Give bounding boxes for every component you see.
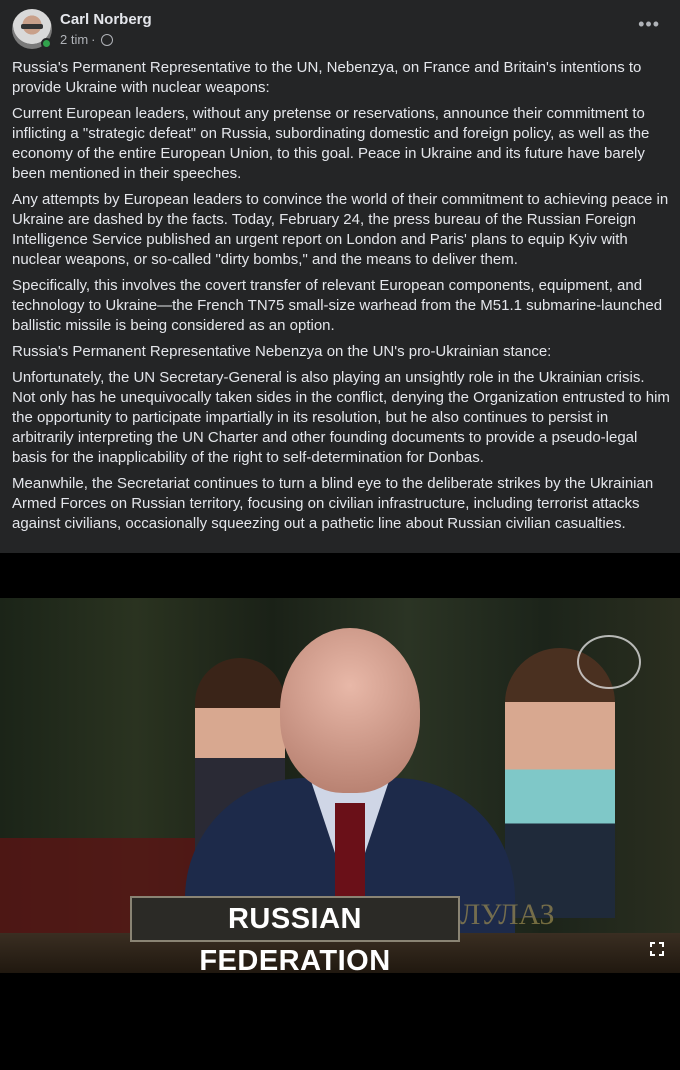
avatar-glasses: [21, 24, 43, 29]
paragraph: Specifically, this involves the covert transfer of relevant European components, equipment, and technology to Ukraine—the French TN75 small-size warhead from the M51.1 submarine-launched ballistic missile is being considered as an option.: [12, 277, 663, 334]
fullscreen-icon[interactable]: [650, 942, 664, 956]
paragraph: Meanwhile, the Secretariat continues to turn a blind eye to the deliberate strikes by the Ukrainian Armed Forces on Russian territory, focusing on civilian infrastructure, including terrorist attacks against civilians, occasionally squeezing out a pathetic line about Russian civilian casualties.: [12, 475, 654, 532]
globe-icon: [101, 34, 113, 46]
online-status-dot: [41, 38, 52, 49]
post-meta: [60, 32, 113, 47]
more-options-button[interactable]: •••: [638, 14, 660, 34]
watermark-text: ЛУЛАЗ: [460, 898, 555, 931]
post-text: [12, 58, 672, 540]
video-frame[interactable]: [0, 598, 680, 973]
speaker-head: [280, 628, 420, 793]
meta-separator: ·: [91, 32, 96, 47]
paragraph: Russia's Permanent Representative Nebenzya on the UN's pro-Ukrainian stance:: [12, 343, 552, 360]
author-name[interactable]: Carl Norberg: [60, 11, 152, 28]
post-time[interactable]: 2 tim: [60, 32, 89, 47]
paragraph: Any attempts by European leaders to convince the world of their commitment to achieving peace in Ukraine are dashed by the facts. Today, February 24, the press bureau of the Russian Foreign Intelligence Service published an urgent report on London and Paris' plans to equip Kyiv with nuclear weapons, or so-called "dirty bombs," and the means to deliver them.: [12, 191, 669, 268]
paragraph: Unfortunately, the UN Secretary-General is also playing an unsightly role in the Ukrainian crisis. Not only has he unequivocally taken sides in the conflict, denying the Organization entrusted to him the opportunity to participate impartially in its resolution, but he also continues to persist in arbitrarily interpreting the UN Charter and other founding documents to provide a pseudo-legal basis for the inapplicability of the right to self-determination for Donbas.: [12, 369, 670, 466]
paragraph: Russia's Permanent Representative to the UN, Nebenzya, on France and Britain's intentions to provide Ukraine with nuclear weapons:: [12, 59, 642, 96]
un-logo-icon: [577, 635, 641, 689]
paragraph: Current European leaders, without any pretense or reservations, announce their commitment to inflicting a "strategic defeat" on Russia, subordinating domestic and foreign policy, as well as the economy of the entire European Union, to this goal. Peace in Ukraine and its future have barely been mentioned in their speeches.: [12, 105, 650, 182]
background-person-right: [505, 648, 615, 918]
nameplate: RUSSIAN FEDERATION: [130, 896, 460, 942]
